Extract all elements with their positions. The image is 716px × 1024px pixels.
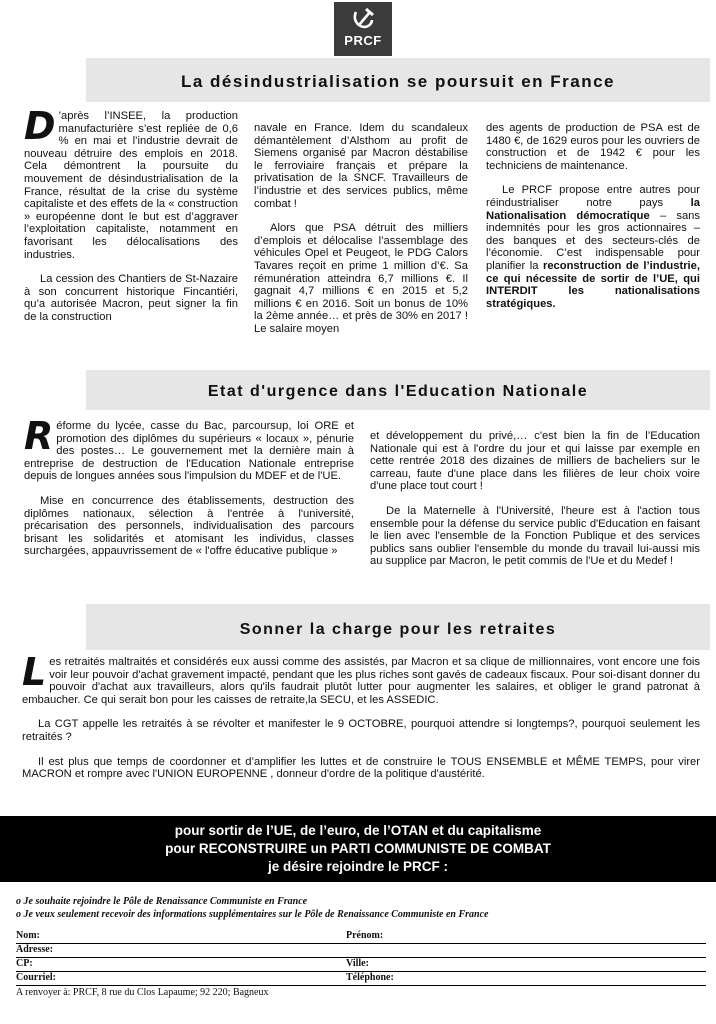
section-title-retraites: Sonner la charge pour les retraites — [86, 604, 710, 650]
text-run: – sans indemnités pour les gros actionnaires – des banques et des secteurs-clés de l’économie. C’est indispensable pour planifier la — [486, 209, 700, 272]
form-row-city[interactable] — [16, 958, 706, 972]
paragraph: es retraités maltraités et considérés eux aussi comme des assistés, par Macron et sa clique de millionnaires, vont encore une fois voir leur pouvoir d'achat gravement impacté, pendant que les plus riches sont gavés de cadeaux fiscaux. Pour soi-disant donner du pouvoir d'achat aux travailleurs, alors qu'ils faudrait plutôt lutter pour augmenter les salaires, et obliger le grand patronat à embaucher. Ce qui serait bon pour les caisses de retraite,la SECU, et les ASSEDIC. — [22, 656, 700, 706]
return-address: A renvoyer à: PRCF, 8 rue du Clos Lapaume; 92 220; Bagneux — [16, 987, 269, 998]
drop-cap: R — [24, 414, 54, 458]
paragraph: navale en France. Idem du scandaleux démantèlement d’Alsthom au profit de Siemens organisé par Macron déstabilise le ferroviaire français et prépare la privatisation de la SNCF. Travailleurs de l’industrie et des services publics, même combat ! — [254, 122, 468, 210]
callout-line: pour sortir de l’UE, de l’euro, de l’OTAN et du capitalisme — [174, 823, 542, 838]
section-title-desindustrialisation: La désindustrialisation se poursuit en France — [86, 58, 710, 102]
telephone-label: Téléphone: — [346, 972, 394, 983]
form-row-name[interactable] — [16, 930, 706, 944]
text-run: Le PRCF propose entre autres pour réindustrialiser notre pays — [486, 184, 700, 209]
section2-column-2 — [370, 430, 700, 580]
paragraph: Il est plus que temps de coordonner et d’amplifier les luttes et de construire le TOUS ENSEMBLE et MÊME TEMPS, pour virer MACRON et rompre avec l'UNION EUROPENNE , donneur d'ordre de la politique d'austérité. — [22, 755, 700, 781]
prcf-logo — [334, 2, 392, 56]
emphasis: la Nationalisation démocratique — [486, 196, 700, 222]
paragraph: ’après l’INSEE, la production manufacturière s’est repliée de 0,6 % en mai et l’industrie devrait de nouveau détruire des emplois en 2018. Cela démontrent la poursuite du mouvement de désindustrialisation de la France, résultat de la crise du système capitaliste et des effets de la « construction » européenne dont le but est d’aggraver l’exploitation capitaliste, notamment en favorisant les délocalisations des industries. — [24, 110, 238, 261]
ville-label: Ville: — [346, 958, 369, 969]
paragraph: des agents de production de PSA est de 1480 €, de 1629 euros pour les ouvriers de construction et de 1942 € pour les techniciens de maintenance. — [486, 122, 700, 172]
section1-column-1 — [24, 104, 238, 336]
paragraph: La CGT appelle les retraités à se révolter et manifester le 9 OCTOBRE, pourquoi attendre si longtemps?, pourquoi seulement les retraités ? — [22, 718, 700, 743]
paragraph: Mise en concurrence des établissements, destruction des diplômes nationaux, sélection à l'entrée à l'université, précarisation des personnels, individualisation des parcours brisant les solidarités et atomisant les individus, classes surchargées, appauvrissement de « l'offre éducative publique » — [24, 494, 354, 558]
drop-cap: L — [22, 650, 47, 694]
hammer-sickle-icon — [350, 6, 376, 32]
section1-column-2 — [254, 122, 468, 348]
join-callout — [0, 816, 716, 882]
form-row-address[interactable] — [16, 944, 706, 958]
paragraph: Alors que PSA détruit des milliers d’emplois et délocalise l’assemblage des véhicules Opel et Peugeot, le PDG Calors Tavares reçoit en prime 1 million d’€. Sa rémunération atteindra 6,7 millions €. Il gagnait 4,7 millions € en 2015 et 5,2 millions € en 2016. Soit un bonus de 10% la 2ème année… et près de 30% en 2017 ! Le salaire moyen — [254, 222, 468, 335]
paragraph: éforme du lycée, casse du Bac, parcoursup, loi ORE et promotion des diplômes du supérieurs « locaux », pénurie des postes… Le gouvernement met la dernière main à entreprise de destruction de l'Education Nationale entreprise depuis de longues années sous l'impulsion du MDEF et de l'UE. — [24, 420, 354, 483]
section1-column-3 — [486, 122, 700, 322]
emphasis: reconstruction de l’industrie, ce qui nécessite de sortir de l’UE, qui INTERDIT les nationalisations stratégiques. — [486, 259, 700, 310]
courriel-label: Courriel: — [16, 972, 56, 983]
paragraph — [486, 184, 700, 310]
section2-column-1 — [24, 414, 354, 570]
prenom-label: Prénom: — [346, 930, 384, 941]
paragraph: et développement du privé,… c'est bien la fin de l’Education Nationale qui est à l'ordre du jour et qui laisse par exemple en cette rentrée 2018 des dizaines de milliers de bacheliers sur le carreau, faute d'une place dans les filières de leur choix voire d'une place tout court ! — [370, 430, 700, 493]
option-join[interactable]: o Je souhaite rejoindre le Pôle de Renaissance Communiste en France — [16, 896, 308, 907]
paragraph: La cession des Chantiers de St-Nazaire à son concurrent historique Fincantiéri, qu’a autorisée Macron, peut signer la fin de la construction — [24, 273, 238, 323]
callout-line: je désire rejoindre le PRCF : — [267, 859, 449, 874]
cp-label: CP: — [16, 958, 33, 969]
logo-text: PRCF — [344, 33, 382, 48]
section-title-education: Etat d'urgence dans l'Education Nationale — [86, 370, 710, 410]
nom-label: Nom: — [16, 930, 40, 941]
option-info[interactable]: o Je veux seulement recevoir des informations supplémentaires sur le Pôle de Renaissance Communiste en France — [16, 909, 489, 920]
callout-line: pour RECONSTRUIRE un PARTI COMMUNISTE DE COMBAT — [165, 841, 551, 856]
section3-body — [22, 650, 700, 793]
drop-cap: D — [24, 104, 56, 148]
form-row-contact[interactable] — [16, 972, 706, 986]
paragraph: De la Maternelle à l'Université, l'heure est à l'action tous ensemble pour la défense du service public d'Education en faisant le lien avec l'ensemble de la Fonction Publique et des services publics sans oublier l'ensemble du monde du travail lui-aussi mis au supplice par Macron, le petit commis de l'Ue et du Medef ! — [370, 504, 700, 568]
adresse-label: Adresse: — [16, 944, 54, 955]
